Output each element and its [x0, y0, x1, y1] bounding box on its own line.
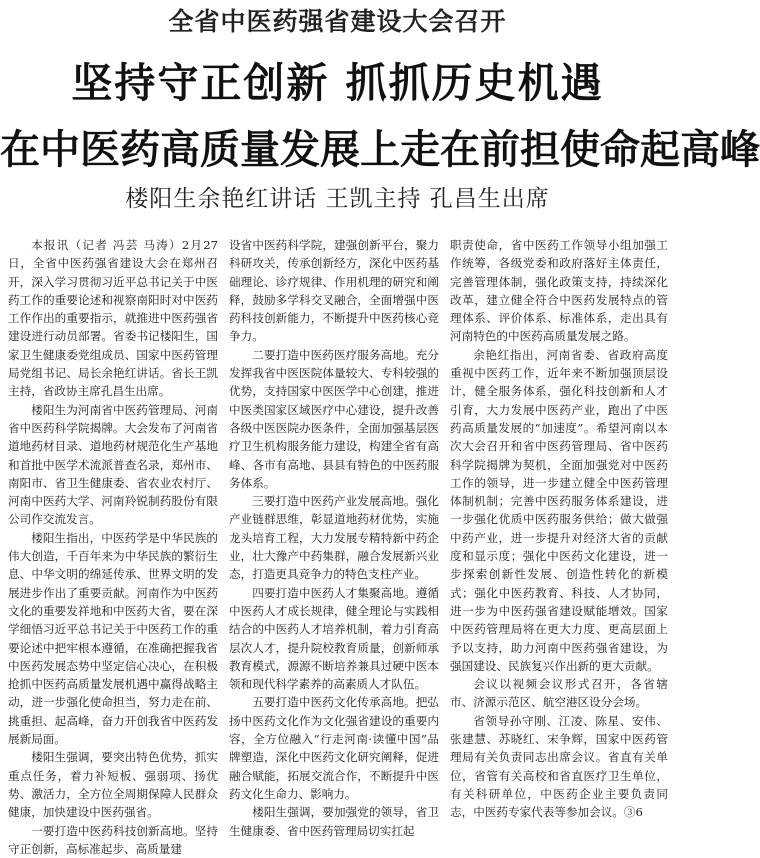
paragraph: 余艳红指出，河南省委、省政府高度重视中医药工作，近年来不断加强顶层设计，健全服务体系，强化科技创新和人才引育，大力发展中医药产业，跑出了中医药高质量发展的“加速度”。希望河南以本次大会召开和省中医药管理局、省中医药科学院揭牌为契机，全面加强党对中医药工作的领导，进一步建立健全中医药管理体制机制；完善中医药服务体系建设，进一步强化优质中医药服务供给；做大做强中药产业，进一步提升对经济大省的贡献度和显示度；强化中医药文化建设，进一步探索创新性发展、创造性转化的新模式；强化中医药教育、科技、人才协同，进一步为中医药强省建设赋能增效。国家中医药管理局将在更大力度、更高层面上予以支持，助力河南中医药强省建设，为强国建设、民族复兴作出新的更大贡献。 — [450, 346, 668, 675]
paragraph: 楼阳生指出，中医药学是中华民族的伟大创造，千百年来为中华民族的繁衍生息、中华文明的绵延传承、世界文明的发展进步作出了重要贡献。河南作为中医药文化的重要发祥地和中医药大省，要在深学细悟习近平总书记关于中医药工作的重要论述中把牢根本遵循，在准确把握我省中医药发展态势中坚定信心决心，在积极抢抓中医药高质量发展机遇中赢得战略主动，进一步强化使命担当，努力走在前、挑重担、起高峰，奋力开创我省中医药发展新局面。 — [8, 529, 218, 749]
headline-line-2: 在中医药高质量发展上走在前担使命起高峰 — [0, 118, 675, 175]
column-1 — [8, 236, 218, 788]
paragraph: 四要打造中医药人才集聚高地。遵循中医药人才成长规律，健全理论与实践相结合的中医药人才培养机制，着力引育高层次人才，提升院校教育质量，创新师承教育模式，源源不断培养兼具过硬中医本领和现代科学素养的高素质人才队伍。 — [229, 584, 439, 694]
paragraph: 省领导孙守刚、江凌、陈星、安伟、张建慧、苏晓红、宋争辉，国家中医药管理局有关负责同志出席会议。省直有关单位，省管有关高校和省直医疗卫生单位，有关科研单位，中医药企业主要负责同志，中医药专家代表等参加会议。③6 — [450, 712, 668, 822]
paragraph: 职责使命，省中医药工作领导小组加强工作统筹，各级党委和政府落好主体责任，完善管理体制，强化政策支持，持续深化改革，建立健全符合中医药发展特点的管理体系、评价体系、标准体系，走出具有河南特色的中医药高质量发展之路。 — [450, 236, 668, 346]
paragraph: 楼阳生强调，要突出特色优势，抓实重点任务，着力补短板、强弱项、扬优势、激活力，全方位全周期保障人民群众健康，加快建设中医药强省。 — [8, 748, 218, 821]
kicker-title: 全省中医药强省建设大会召开 — [0, 2, 675, 38]
paragraph: 三要打造中医药产业发展高地。强化产业链群思维，彰显道地药材优势，实施龙头培育工程，大力发展专精特新中药企业，壮大豫产中药集群，融合发展新兴业态，打造更具竞争力的特色支柱产业。 — [229, 492, 439, 583]
paragraph: 五要打造中医药文化传承高地。把弘扬中医药文化作为文化强省建设的重要内容，全方位融入“行走河南·读懂中国”品牌塑造，深化中医药文化研究阐释，促进融合赋能，拓展交流合作，不断提升中医药文化生命力、影响力。 — [229, 693, 439, 803]
paragraph: 一要打造中医药科技创新高地。坚持守正创新，高标准起步、高质量建 — [8, 822, 218, 858]
paragraph: 楼阳生强调，要加强党的领导，省卫生健康委、省中医药管理局切实扛起 — [229, 803, 439, 840]
subheadline: 楼阳生余艳红讲话 王凯主持 孔昌生出席 — [0, 180, 675, 213]
column-2 — [229, 236, 439, 788]
paragraph: 二要打造中医药医疗服务高地。充分发挥我省中医医院体量较大、专科较强的优势，支持国家中医医学中心创建，推进中医类国家区域医疗中心建设，提升改善各级中医医院办医条件，全面加强基层医疗卫生机构服务能力建设，构建全省有高峰、各市有高地、县县有特色的中医药服务体系。 — [229, 346, 439, 492]
article-body — [8, 236, 670, 788]
headline-line-1: 坚持守正创新 抓抓历史机遇 — [0, 50, 675, 109]
paragraph: 会议以视频会议形式召开，各省辖市、济源示范区、航空港区设分会场。 — [450, 675, 668, 712]
paragraph: 本报讯（记者 冯芸 马涛）2月27日，全省中医药强省建设大会在郑州召开，深入学习贯彻习近平总书记关于中医药工作的重要论述和视察南阳时对中医药工作作出的重要指示，就推进中医药强省建设进行动员部署。省委书记楼阳生，国家卫生健康委党组成员、国家中医药管理局党组书记、局长余艳红讲话。省长王凯主持，省政协主席孔昌生出席。 — [8, 236, 218, 401]
paragraph: 设省中医药科学院，建强创新平台，聚力科研攻关，传承创新经方，深化中医药基础理论、诊疗规律、作用机理的研究和阐释，鼓励多学科交叉融合，全面增强中医药科技创新能力，不断提升中医药核心竞争力。 — [229, 236, 439, 346]
column-3 — [450, 236, 668, 788]
paragraph: 楼阳生为河南省中医药管理局、河南省中医药科学院揭牌。大会发布了河南省道地药材目录、道地药材规范化生产基地和首批中医学术流派普查名录，郑州市、南阳市、省卫生健康委、省农业农村厅、河南中医药大学、河南羚锐制药股份有限公司作交流发言。 — [8, 401, 218, 529]
